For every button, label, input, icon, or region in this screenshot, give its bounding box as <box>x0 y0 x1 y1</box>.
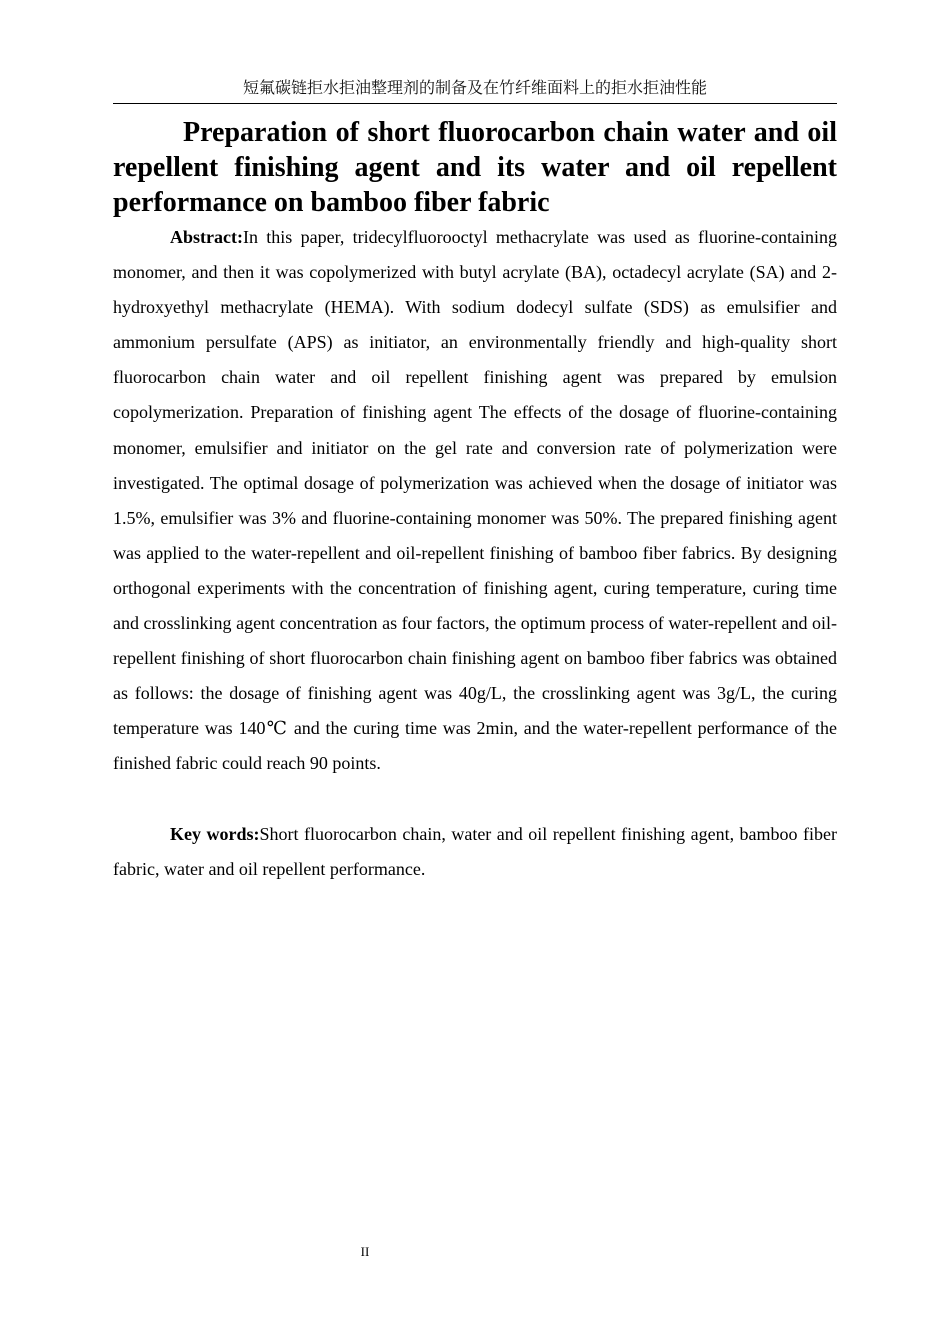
running-header: 短氟碳链拒水拒油整理剂的制备及在竹纤维面料上的拒水拒油性能 <box>242 80 707 97</box>
header-rule <box>113 103 837 104</box>
keywords-paragraph <box>113 817 837 887</box>
paper-title: Preparation of short fluorocarbon chain water and oil repellent finishing agent and its water and oil repellent performance on bamboo fiber fabric <box>113 117 837 218</box>
keywords-text: Short fluorocarbon chain, water and oil repellent finishing agent, bamboo fiber fabric, water and oil repellent performance. <box>113 824 837 879</box>
keywords-label: Key words: <box>170 824 260 844</box>
page-number: II <box>360 1244 370 1259</box>
abstract-paragraph <box>113 220 837 782</box>
abstract-text: In this paper, tridecylfluorooctyl methacrylate was used as fluorine-containing monomer, and then it was copolymerized with butyl acrylate (BA), octadecyl acrylate (SA) and 2-hydroxyethyl methacrylate (HEMA). With sodium dodecyl sulfate (SDS) as emulsifier and ammonium persulfate (APS) as initiator, an environmentally friendly and high-quality short fluorocarbon chain water and oil repellent finishing agent was prepared by emulsion copolymerization. Preparation of finishing agent The effects of the dosage of fluorine-containing monomer, emulsifier and initiator on the gel rate and conversion rate of polymerization were investigated. The optimal dosage of polymerization was achieved when the dosage of initiator was 1.5%, emulsifier was 3% and fluorine-containing monomer was 50%. The prepared finishing agent was applied to the water-repellent and oil-repellent finishing of bamboo fiber fabrics. By designing orthogonal experiments with the concentration of finishing agent, curing temperature, curing time and crosslinking agent concentration as four factors, the optimum process of water-repellent and oil-repellent finishing of short fluorocarbon chain finishing agent on bamboo fiber fabrics was obtained as follows: the dosage of finishing agent was 40g/L, the crosslinking agent was 3g/L, the curing temperature was 140℃ and the curing time was 2min, and the water-repellent performance of the finished fabric could reach 90 points. <box>113 227 837 774</box>
abstract-label: Abstract: <box>170 227 243 247</box>
